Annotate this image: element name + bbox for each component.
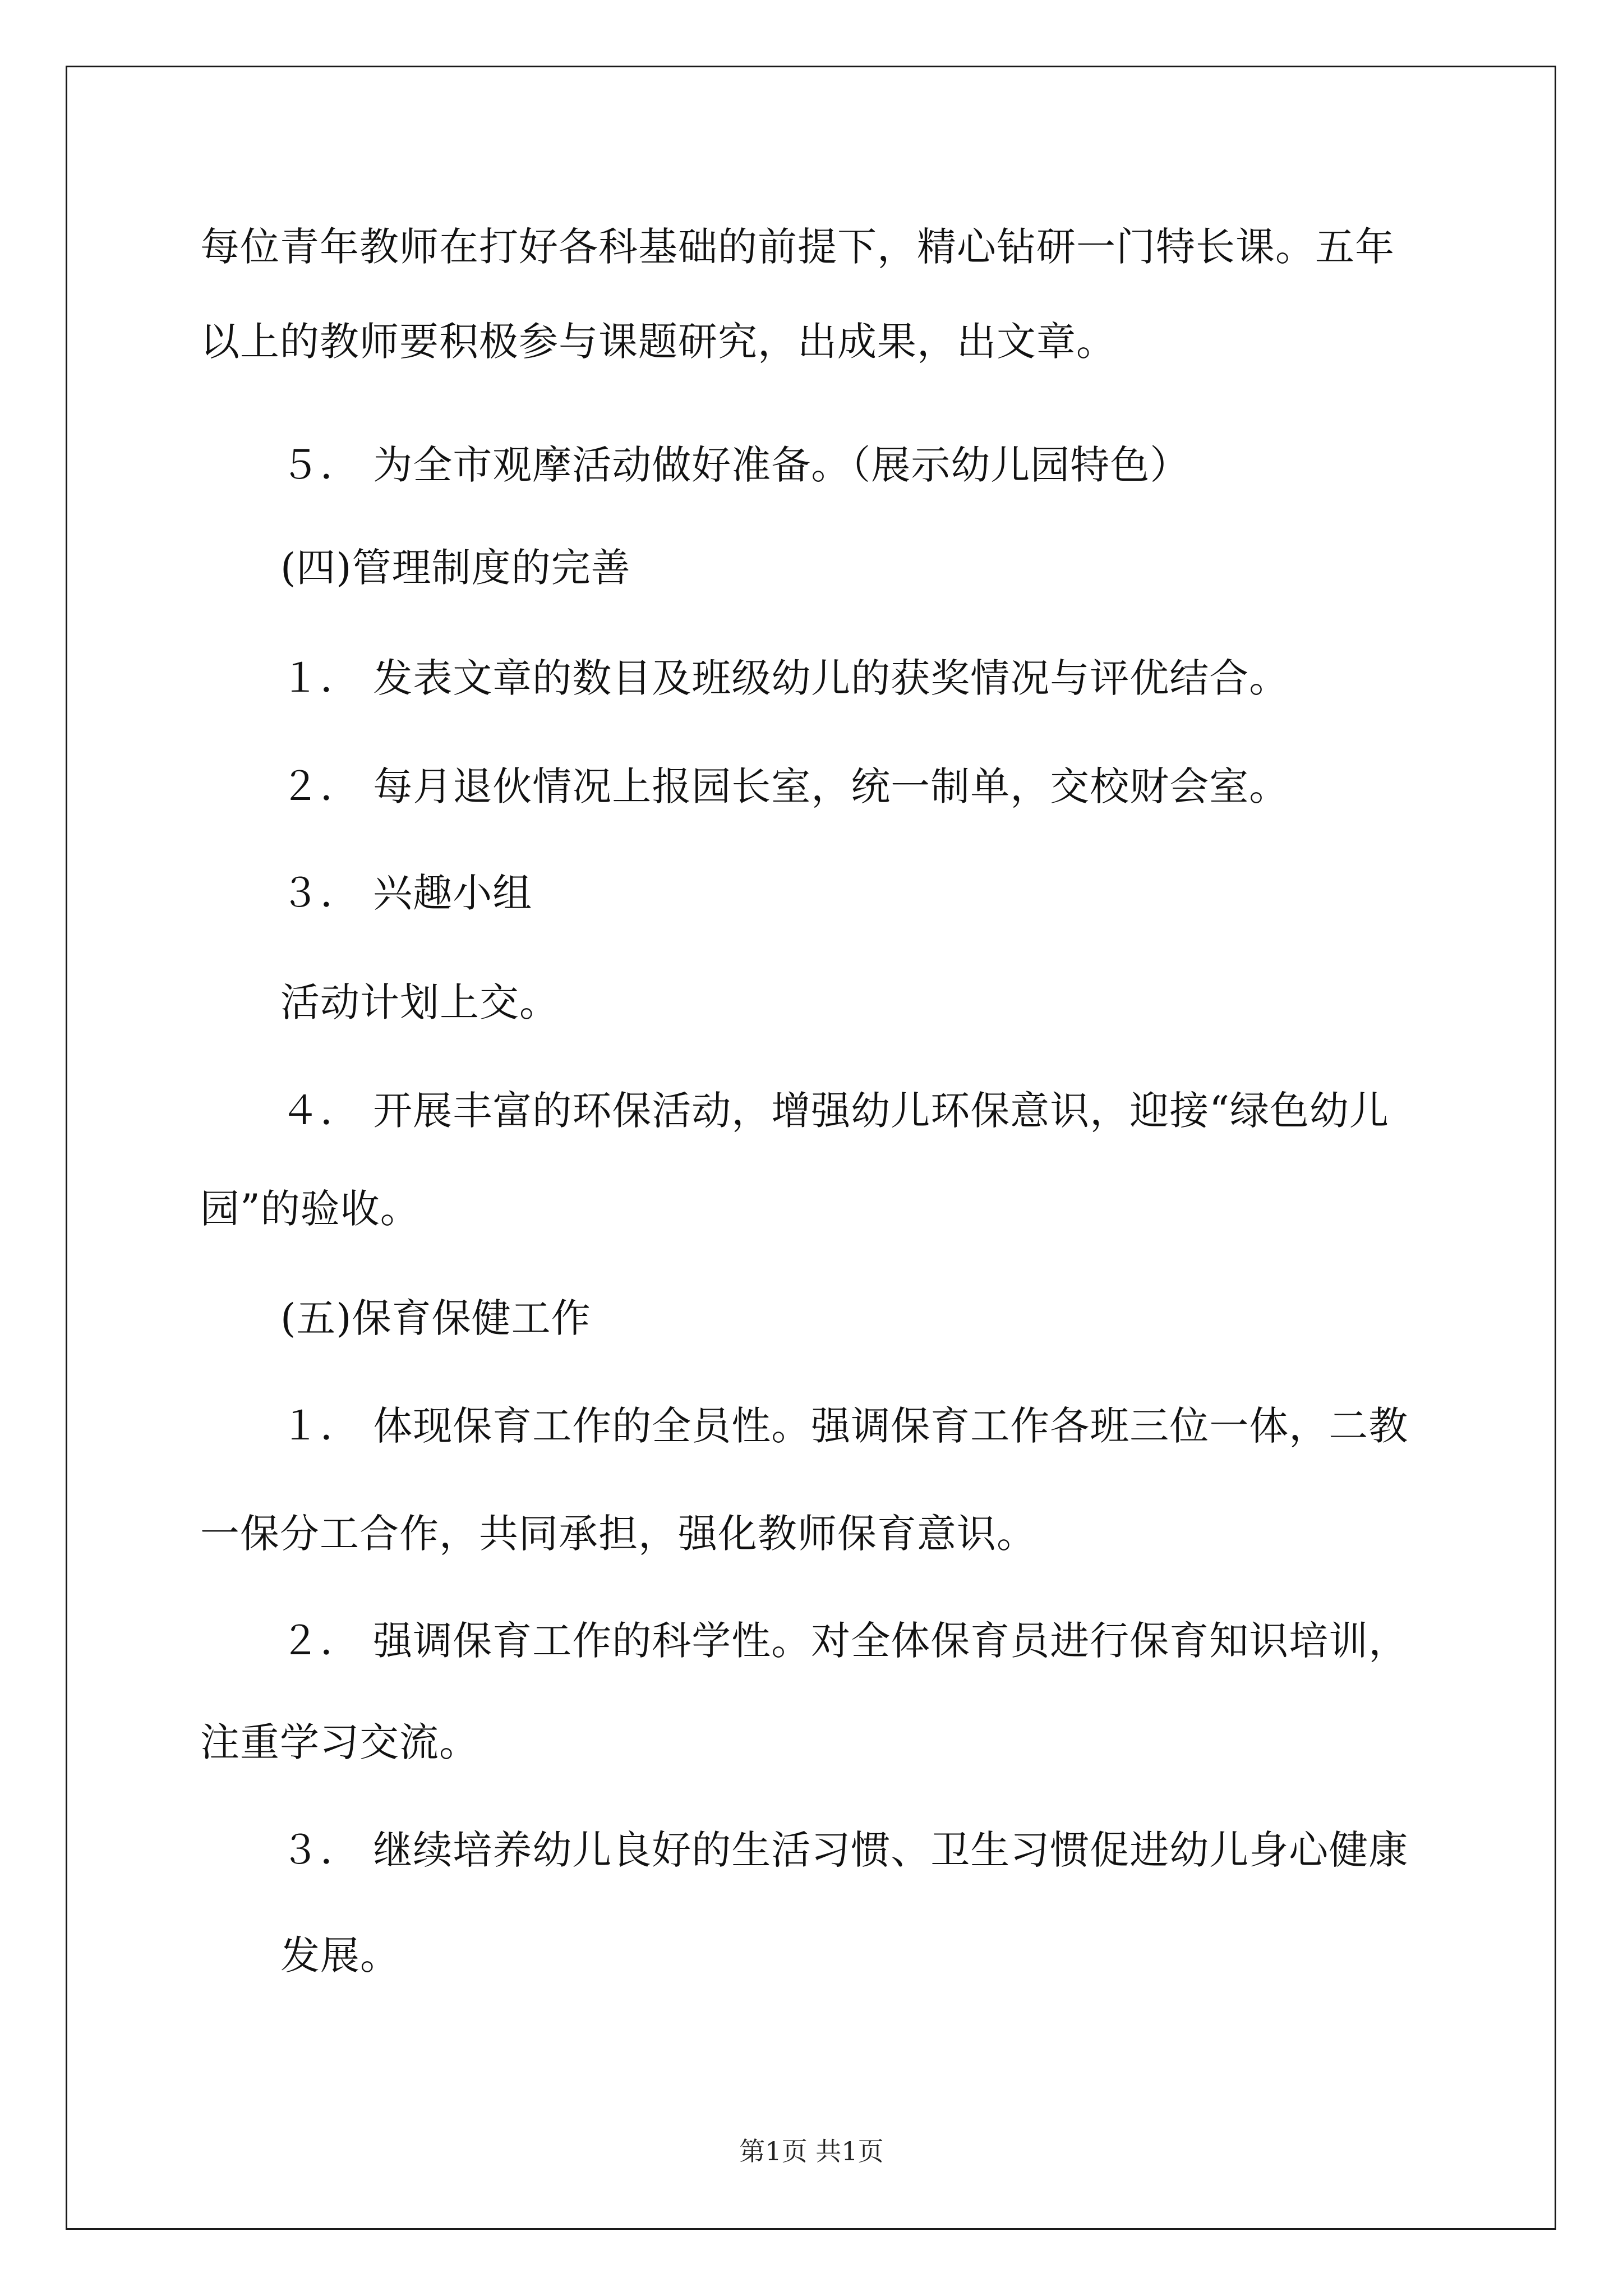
list-item-2-line: ２． 每月退伙情况上报园长室，统一制单，交校财会室。: [280, 763, 1289, 809]
paragraph-line-1: 每位青年教师在打好各科基础的前提下，精心钻研一门特长课。五年: [200, 224, 1395, 270]
list-item-3-line: ３． 兴趣小组: [280, 870, 533, 916]
list-item-3-continuation: 活动计划上交。: [280, 979, 559, 1025]
care-item-2-continuation: 注重学习交流。: [200, 1719, 479, 1765]
care-item-3-line: ３． 继续培养幼儿良好的生活习惯、卫生习惯促进幼儿身心健康: [280, 1827, 1409, 1873]
care-item-1-continuation: 一保分工合作，共同承担，强化教师保育意识。: [200, 1511, 1036, 1557]
list-item-1-line: １． 发表文章的数目及班级幼儿的获奖情况与评优结合。: [280, 655, 1289, 701]
page-border: [66, 66, 1556, 2230]
list-item-5-line: ５． 为全市观摩活动做好准备。（展示幼儿园特色）: [280, 442, 1190, 488]
section-heading-4: (四)管理制度的完善: [280, 545, 631, 591]
paragraph-line-2: 以上的教师要积极参与课题研究，出成果，出文章。: [200, 319, 1116, 365]
care-item-3-continuation: 发展。: [280, 1932, 400, 1978]
list-item-4-continuation: 园”的验收。: [200, 1186, 420, 1232]
list-item-4-line: ４． 开展丰富的环保活动，增强幼儿环保意识，迎接“绿色幼儿: [280, 1088, 1390, 1134]
section-heading-5: (五)保育保健工作: [280, 1295, 591, 1341]
care-item-2-line: ２． 强调保育工作的科学性。对全体保育员进行保育知识培训，: [280, 1618, 1409, 1664]
care-item-1-line: １． 体现保育工作的全员性。强调保育工作各班三位一体，二教: [280, 1403, 1409, 1449]
page-number-footer: 第1页 共1页: [739, 2136, 884, 2166]
